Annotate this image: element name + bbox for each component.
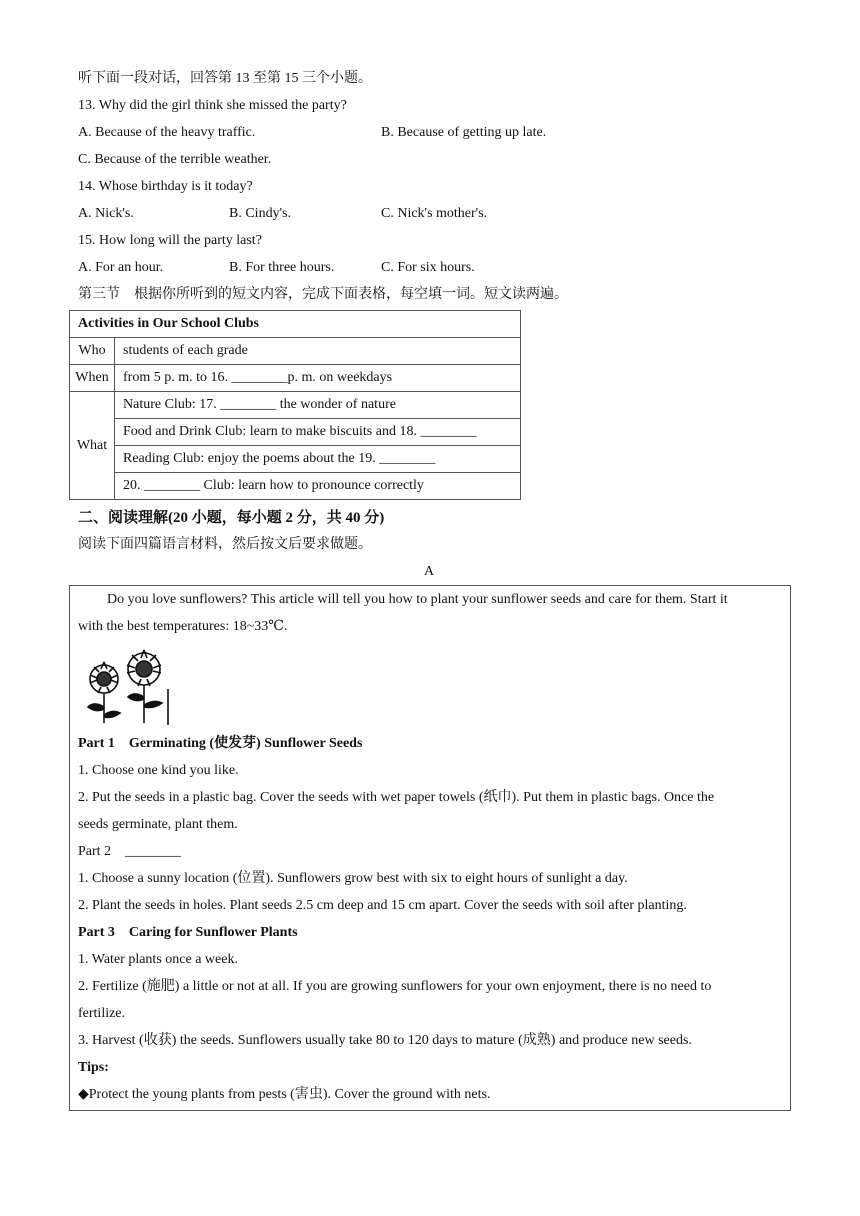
who-value: students of each grade xyxy=(115,338,521,365)
q14-option-b: B. Cindy's. xyxy=(229,206,292,221)
tips-item-1: ◆Protect the young plants from pests (害虫). Cover the ground with nets. xyxy=(78,1087,491,1102)
question-13: 13. Why did the girl think she missed the party? xyxy=(78,98,347,113)
q13-option-b: B. Because of getting up late. xyxy=(381,125,547,140)
what-row-19: Reading Club: enjoy the poems about the 19. ________ xyxy=(115,446,521,473)
q14-option-a: A. Nick's. xyxy=(78,206,134,221)
part2-item-1: 1. Choose a sunny location (位置). Sunflowers grow best with six to eight hours of sunlight a day. xyxy=(78,871,628,886)
part2-item-2: 2. Plant the seeds in holes. Plant seeds 2.5 cm deep and 15 cm apart. Cover the seeds with soil after planting. xyxy=(78,898,687,913)
part1-item-1: 1. Choose one kind you like. xyxy=(78,763,239,778)
listening-intro: 听下面一段对话，回答第 13 至第 15 三个小题。 xyxy=(78,71,372,86)
passage-intro-line2: with the best temperatures: 18~33℃. xyxy=(78,619,288,634)
part3-item-3: 3. Harvest (收获) the seeds. Sunflowers usually take 80 to 120 days to mature (成熟) and produce new seeds. xyxy=(78,1033,692,1048)
section3-instruction: 第三节 根据你所听到的短文内容，完成下面表格，每空填一词。短文读两遍。 xyxy=(78,287,568,302)
clubs-table xyxy=(69,310,521,500)
part2-title: Part 2 ________ xyxy=(78,844,182,859)
who-label: Who xyxy=(70,338,115,365)
part1-item-2-cont: seeds germinate, plant them. xyxy=(78,817,238,832)
part1-title: Part 1 Germinating (使发芽) Sunflower Seeds xyxy=(78,736,363,751)
tips-title: Tips: xyxy=(78,1060,109,1075)
q13-option-a: A. Because of the heavy traffic. xyxy=(78,125,256,140)
question-14: 14. Whose birthday is it today? xyxy=(78,179,253,194)
what-row-18: Food and Drink Club: learn to make biscuits and 18. ________ xyxy=(115,419,521,446)
when-label: When xyxy=(70,365,115,392)
what-row-20: 20. ________ Club: learn how to pronounce correctly xyxy=(115,473,521,500)
q15-option-c: C. For six hours. xyxy=(381,260,475,275)
q15-option-b: B. For three hours. xyxy=(229,260,335,275)
when-value: from 5 p. m. to 16. ________p. m. on weekdays xyxy=(115,365,521,392)
part1-item-2: 2. Put the seeds in a plastic bag. Cover the seeds with wet paper towels (纸巾). Put them in plastic bags. Once the xyxy=(78,790,715,805)
passage-label: A xyxy=(424,564,435,579)
sunflower-illustration xyxy=(80,645,170,727)
part3-title: Part 3 Caring for Sunflower Plants xyxy=(78,925,298,940)
what-row-17: Nature Club: 17. ________ the wonder of nature xyxy=(115,392,521,419)
what-label: What xyxy=(70,392,115,500)
part3-item-2: 2. Fertilize (施肥) a little or not at all. If you are growing sunflowers for your own enjoyment, there is no need to xyxy=(78,979,712,994)
reading-heading: 二、阅读理解(20 小题，每小题 2 分，共 40 分) xyxy=(78,510,385,526)
q15-option-a: A. For an hour. xyxy=(78,260,164,275)
question-15: 15. How long will the party last? xyxy=(78,233,262,248)
q13-option-c: C. Because of the terrible weather. xyxy=(78,152,272,167)
passage-intro-line1: Do you love sunflowers? This article will tell you how to plant your sunflower seeds and care for them. Start it xyxy=(107,592,728,607)
q14-option-c: C. Nick's mother's. xyxy=(381,206,488,221)
part3-item-2-cont: fertilize. xyxy=(78,1006,126,1021)
reading-instruction: 阅读下面四篇语言材料，然后按文后要求做题。 xyxy=(78,537,372,552)
table-title: Activities in Our School Clubs xyxy=(70,311,521,338)
part3-item-1: 1. Water plants once a week. xyxy=(78,952,238,967)
